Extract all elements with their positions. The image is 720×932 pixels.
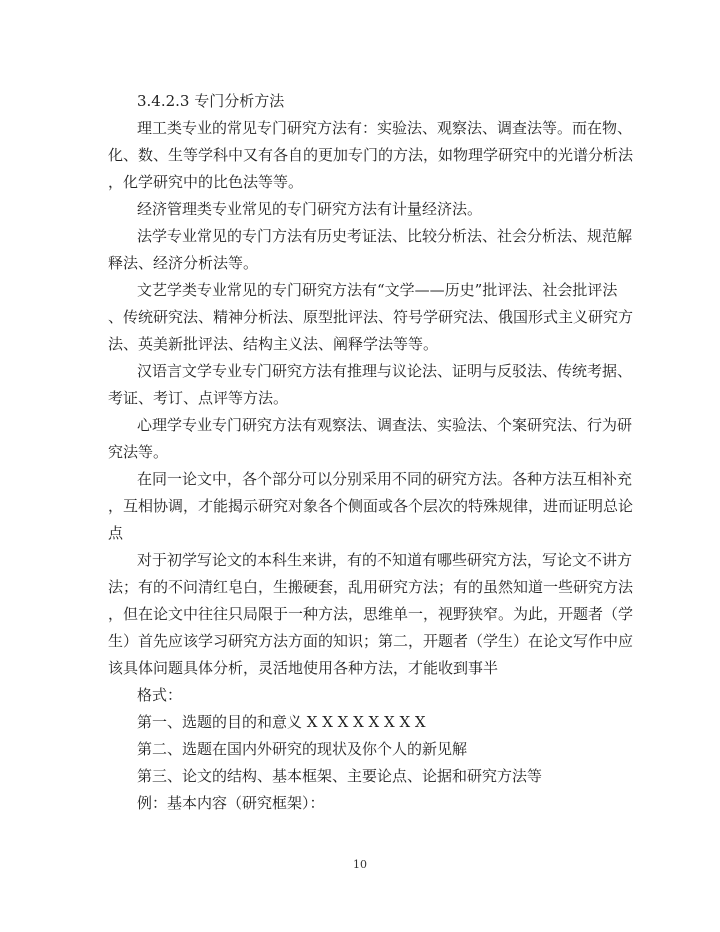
text-line: ，互相协调，才能揭示研究对象各个侧面或各个层次的特殊规律，进而证明总论 <box>108 497 634 515</box>
page-number: 10 <box>353 858 367 871</box>
text-line: 经济管理类专业常见的专门研究方法有计量经济法。 <box>137 200 483 218</box>
text-line: 例：基本内容（研究框架）： <box>137 794 325 812</box>
text-line: 考证、考订、点评等方法。 <box>108 389 289 407</box>
section-heading: 3.4.2.3 专门分析方法 <box>137 92 285 110</box>
text-line: 第二、选题在国内外研究的现状及你个人的新见解 <box>137 740 468 758</box>
text-line: 第三、论文的结构、基本框架、主要论点、论据和研究方法等 <box>137 767 543 785</box>
text-line: 该具体问题具体分析，灵活地使用各种方法，才能收到事半 <box>108 659 499 677</box>
text-line: 对于初学写论文的本科生来讲，有的不知道有哪些研究方法，写论文不讲方 <box>137 551 633 569</box>
text-line: 法学专业常见的专门方法有历史考证法、比较分析法、社会分析法、规范解 <box>137 227 633 245</box>
text-line: 释法、经济分析法等。 <box>108 254 259 272</box>
text-line: 汉语言文学专业专门研究方法有推理与议论法、证明与反驳法、传统考据、 <box>137 362 633 380</box>
text-line: 法、英美新批评法、结构主义法、阐释学法等等。 <box>108 335 439 353</box>
text-line: 第一、选题的目的和意义 X X X X X X X X <box>137 713 426 731</box>
text-line: 究法等。 <box>108 443 169 461</box>
text-line: 化、数、生等学科中又有各自的更加专门的方法，如物理学研究中的光谱分析法 <box>108 146 634 164</box>
text-line: 格式： <box>137 686 183 704</box>
text-line: 点 <box>108 524 124 542</box>
text-line: ，化学研究中的比色法等等。 <box>108 173 304 191</box>
text-line: 法；有的不问清红皂白，生搬硬套，乱用研究方法；有的虽然知道一些研究方法 <box>108 578 634 596</box>
text-line: 文艺学类专业常见的专门研究方法有“文学——历史”批评法、社会批评法 <box>137 281 618 299</box>
text-line: 生）首先应该学习研究方法方面的知识；第二，开题者（学生）在论文写作中应 <box>108 632 634 650</box>
text-line: ，但在论文中往往只局限于一种方法，思维单一，视野狭窄。为此，开题者（学 <box>108 605 634 623</box>
text-line: 在同一论文中，各个部分可以分别采用不同的研究方法。各种方法互相补充 <box>137 470 633 488</box>
text-line: 理工类专业的常见专门研究方法有：实验法、观察法、调查法等。而在物、 <box>137 119 633 137</box>
text-line: 、传统研究法、精神分析法、原型批评法、符号学研究法、俄国形式主义研究方 <box>108 308 634 326</box>
text-line: 心理学专业专门研究方法有观察法、调查法、实验法、个案研究法、行为研 <box>137 416 633 434</box>
